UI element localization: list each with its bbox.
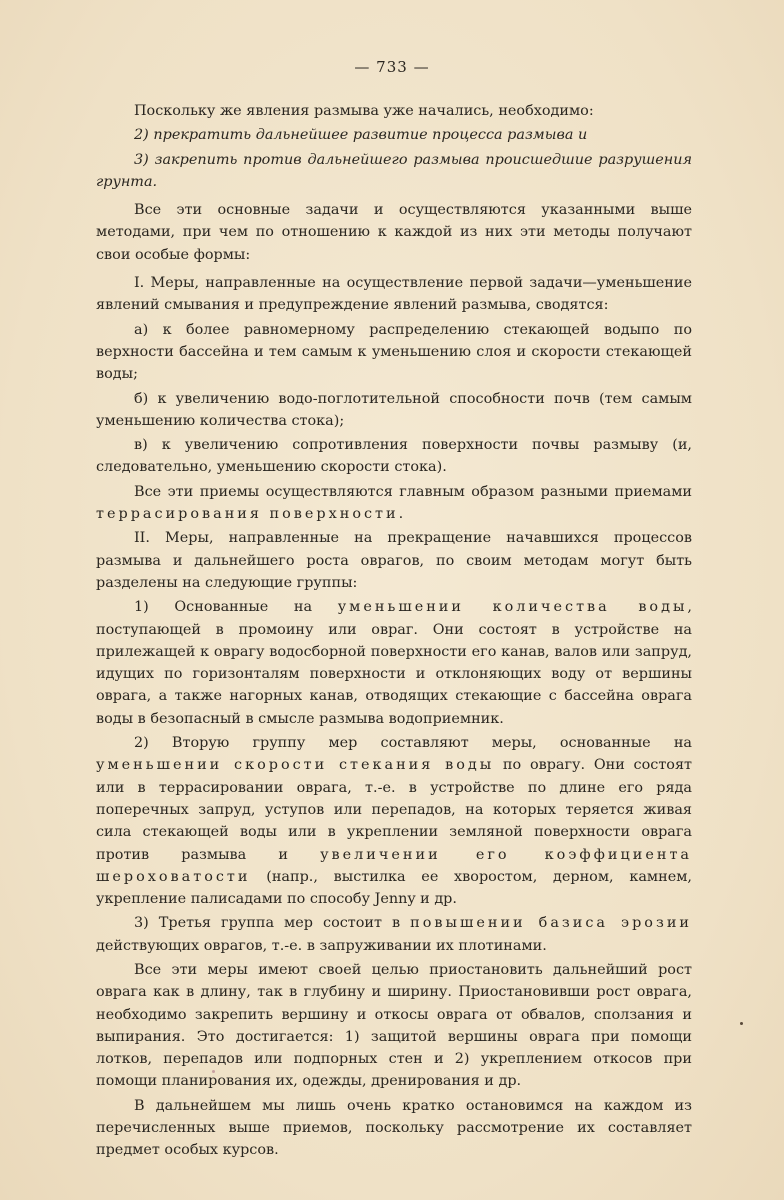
paragraph-1a: а) к более равномерному распределению стекающей водыпо по верхности бассейна и тем самым к уменьшению слоя и скорости стекающей воды;	[96, 321, 692, 383]
paragraph-1c: в) к увеличению сопротивления поверхности почвы размыву (и, следовательно, уменьшению скорости стока).	[96, 437, 692, 476]
group-2-end: (напр., выстилка ее хворостом, дерном, камнем, укрепление палисадами по способу Jenny и др.	[96, 868, 692, 908]
paragraph-section-2: II. Меры, направленные на прекращение начавшихся процессов размыва и дальнейшего роста оврагов, по своим методам могут быть разделены на следующие группы:	[96, 530, 692, 591]
group-2-lead: 2) Вторую группу мер составляют меры, основанные на	[134, 735, 692, 752]
body-text	[96, 100, 692, 1164]
paragraph-section-1: I. Меры, направленные на осуществление первой задачи—уменьшение явлений смывания и предупреждение явлений размыва, сводятся:	[96, 275, 692, 314]
speck	[212, 1070, 215, 1073]
terracing-end: .	[398, 506, 404, 523]
paragraph-1b: б) к увеличению водо-поглотительной способности почв (тем самым уменьшению количества стока);	[96, 390, 692, 429]
paragraph-terracing	[96, 481, 692, 526]
terracing-emphasis: террасирования поверхности	[96, 506, 399, 523]
group-3-text: действующих оврагов, т.-е. в запруживании их плотинами.	[96, 937, 547, 954]
group-2-text: по оврагу. Они состоят или в террасировании оврага, т.-е. в устройстве по длине его ряда поперечных запруд, уступов или перепадов, на которых теряется живая сила стекающей воды или в укреплении земляной поверхности оврага против размыва и	[96, 757, 693, 863]
paragraph-tasks: Все эти основные задачи и осуществляются указанными выше методами, при чем по отношению к каждой из них эти методы получают свои особые формы:	[96, 202, 692, 263]
group-3-emphasis: повышении базиса эрозии	[410, 915, 692, 932]
paragraph-item-2: 2) прекратить дальнейшее развитие процесса размыва и	[134, 127, 588, 144]
paragraph-stabilize: Все эти меры имеют своей целью приостановить дальнейший рост оврага как в длину, так в глубину и ширину. Приостановивши рост оврага, необходимо закрепить вершину и откосы оврага от обвалов, сползания и выпирания. Это достигается: 1) защитой вершины оврага при помощи лотков, перепадов или подпорных стен и 2) укреплением откосов при помощи планирования их, одежды, дренирования и др.	[96, 961, 692, 1090]
group-1-text: , поступающей в промоину или овраг. Они состоят в устройстве на прилежащей к оврагу водосборной поверхности его канав, валов или запруд, идущих по горизонталям поверхности и отклоняющих воду от вершины оврага, а также нагорных канав, отводящих стекающие с бассейна оврага воды в безопасный в смысле размыва водоприемник.	[96, 599, 692, 727]
group-3-lead: 3) Третья группа мер состоит в	[134, 915, 411, 932]
group-2-emphasis: уменьшении скорости стекания воды	[96, 757, 495, 774]
paragraph-2-1	[96, 596, 692, 730]
paragraph-closing: В дальнейшем мы лишь очень кратко остановимся на каждом из перечисленных выше приемов, поскольку рассмотрение их составляет предмет особых курсов.	[96, 1097, 692, 1159]
paragraph-2-3	[96, 912, 692, 957]
page-number: — 733 —	[354, 58, 430, 76]
speck	[740, 1022, 743, 1025]
terracing-text: Все эти приемы осуществляются главным образом разными приемами	[134, 483, 692, 500]
group-1-lead: 1) Основанные на	[134, 599, 338, 616]
paragraph-2-2	[96, 732, 692, 910]
paragraph-intro: Поскольку же явления размыва уже начались, необходимо:	[134, 103, 594, 119]
group-1-emphasis: уменьшении количества воды	[337, 599, 688, 616]
group-2-emphasis-2: увеличении его коэффициента шероховатости	[96, 846, 693, 885]
paragraph-item-3: 3) закрепить против дальнейшего размыва происшедшие разрушения грунта.	[96, 151, 692, 190]
